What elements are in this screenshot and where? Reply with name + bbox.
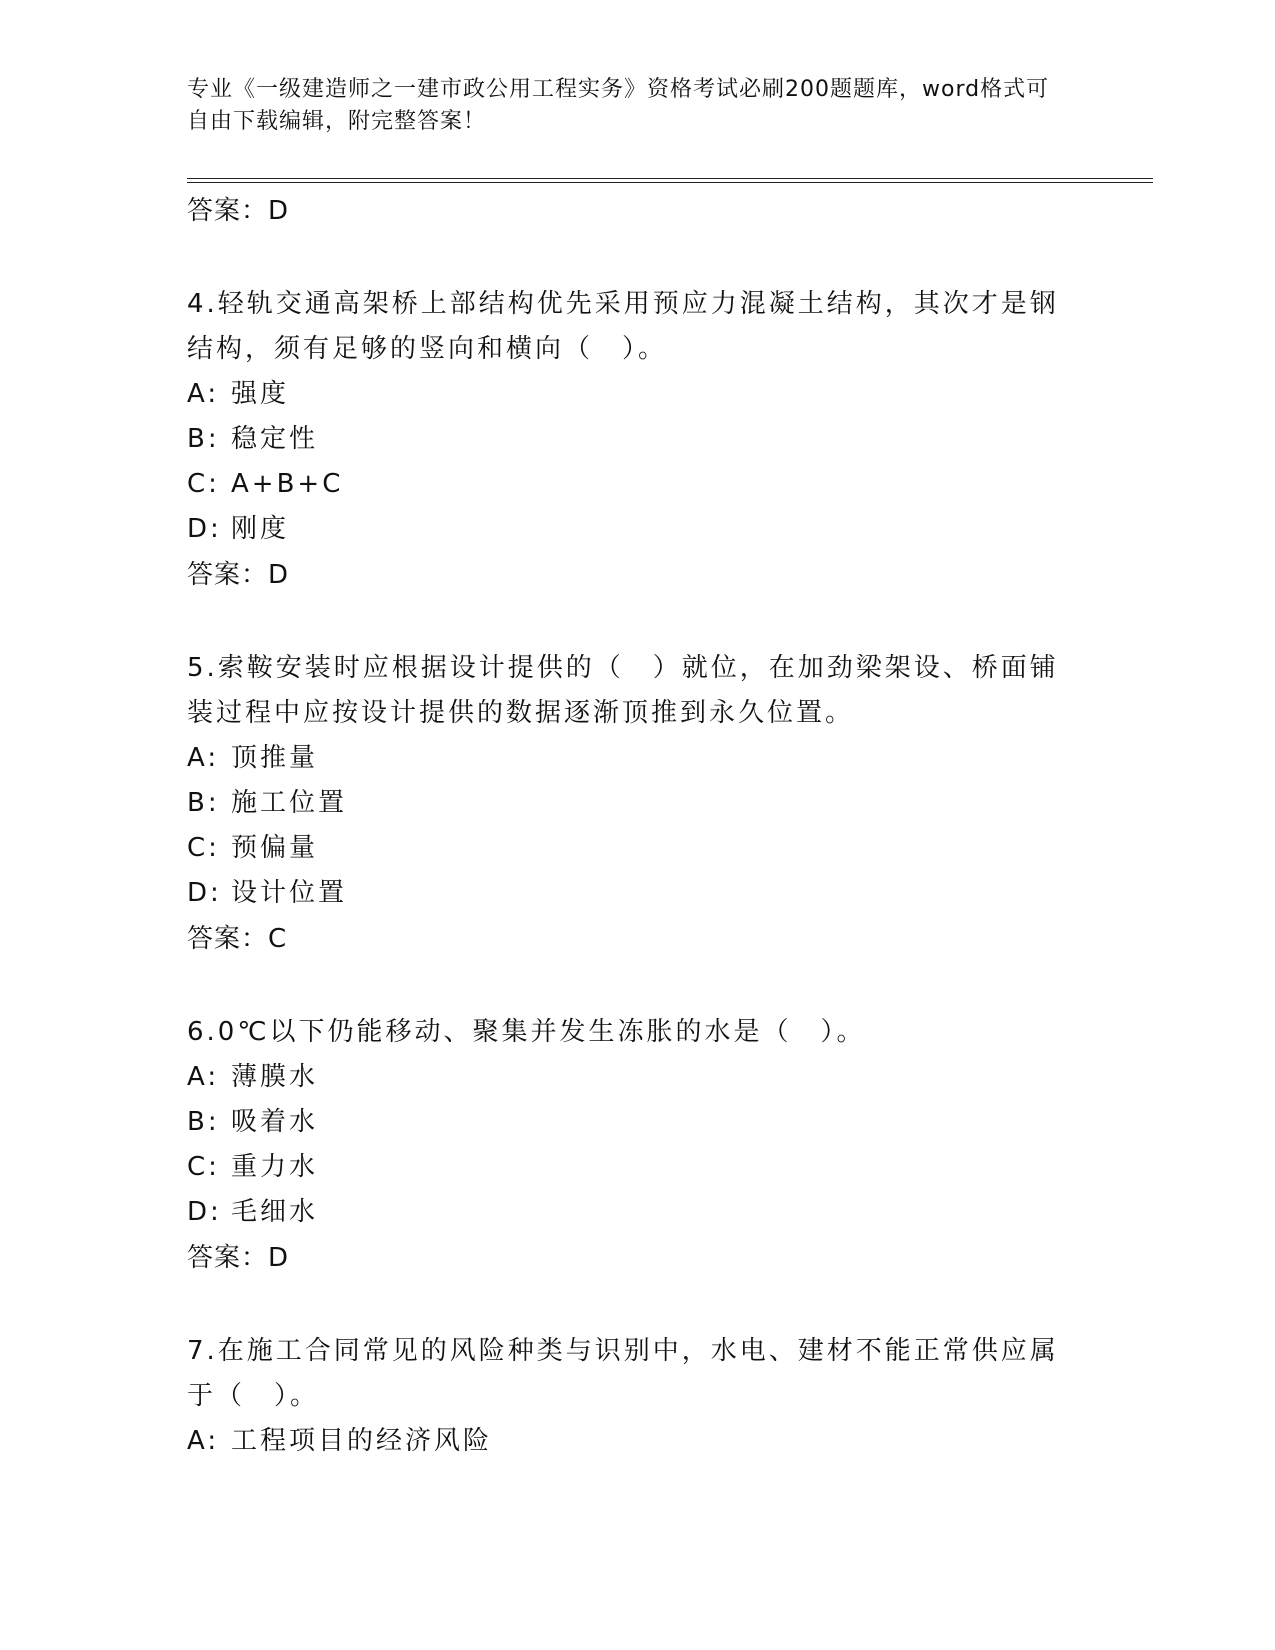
option-a: [187, 1055, 1087, 1100]
question-text: 6.0℃以下仍能移动、聚集并发生冻胀的水是（ ）。: [187, 1017, 866, 1047]
option-letter: B:: [187, 424, 220, 454]
option-letter: B:: [187, 788, 220, 818]
option-letter: A:: [187, 1062, 220, 1092]
option-c: [187, 462, 1087, 507]
option-letter: C:: [187, 1152, 220, 1182]
option-letter: B:: [187, 1107, 220, 1137]
option-letter: D:: [187, 878, 222, 908]
option-d: [187, 1190, 1087, 1235]
option-text: 吸着水: [231, 1107, 319, 1137]
option-text: 强度: [231, 379, 290, 409]
question-6: [187, 1010, 1087, 1281]
question-text: 4.轻轨交通高架桥上部结构优先采用预应力混凝土结构，其次才是钢结构，须有足够的竖向和横向（ ）。: [187, 289, 1059, 364]
option-a: [187, 372, 1087, 417]
option-letter: C:: [187, 833, 220, 863]
option-letter: C:: [187, 469, 220, 499]
option-b: [187, 417, 1087, 462]
question-5: [187, 646, 1087, 962]
option-text: 工程项目的经济风险: [231, 1426, 493, 1456]
option-c: [187, 826, 1087, 871]
question-text: 7.在施工合同常见的风险种类与识别中，水电、建材不能正常供应属于（ ）。: [187, 1336, 1059, 1411]
option-a: [187, 1419, 1087, 1464]
option-text: 薄膜水: [231, 1062, 319, 1092]
answer: 答案：C: [187, 924, 288, 954]
option-text: 毛细水: [231, 1197, 319, 1227]
option-text: 稳定性: [231, 424, 319, 454]
option-b: [187, 781, 1087, 826]
option-text: A+B+C: [231, 469, 344, 499]
question-list: [187, 188, 1087, 1464]
header-rule-top: [187, 178, 1153, 179]
document-header: 专业《一级建造师之一建市政公用工程实务》资格考试必刷200题题库，word格式可自由下载编辑，附完整答案！: [187, 77, 1050, 134]
question-7: [187, 1329, 1087, 1464]
option-letter: D:: [187, 514, 222, 544]
answer: 答案：D: [187, 1243, 290, 1273]
option-letter: A:: [187, 743, 220, 773]
option-letter: A:: [187, 379, 220, 409]
option-d: [187, 507, 1087, 552]
option-d: [187, 871, 1087, 916]
header-rule-bottom: [187, 182, 1153, 183]
option-text: 顶推量: [231, 743, 319, 773]
option-text: 刚度: [231, 514, 290, 544]
option-letter: A:: [187, 1426, 220, 1456]
question-text: 5.索鞍安装时应根据设计提供的（ ）就位，在加劲梁架设、桥面铺装过程中应按设计提供的数据逐渐顶推到永久位置。: [187, 653, 1059, 728]
question-4: [187, 282, 1087, 598]
option-text: 重力水: [231, 1152, 319, 1182]
option-text: 施工位置: [231, 788, 348, 818]
option-text: 预偏量: [231, 833, 319, 863]
option-text: 设计位置: [231, 878, 348, 908]
option-b: [187, 1100, 1087, 1145]
answer-previous: 答案：D: [187, 196, 290, 226]
option-letter: D:: [187, 1197, 222, 1227]
answer: 答案：D: [187, 560, 290, 590]
option-c: [187, 1145, 1087, 1190]
option-a: [187, 736, 1087, 781]
